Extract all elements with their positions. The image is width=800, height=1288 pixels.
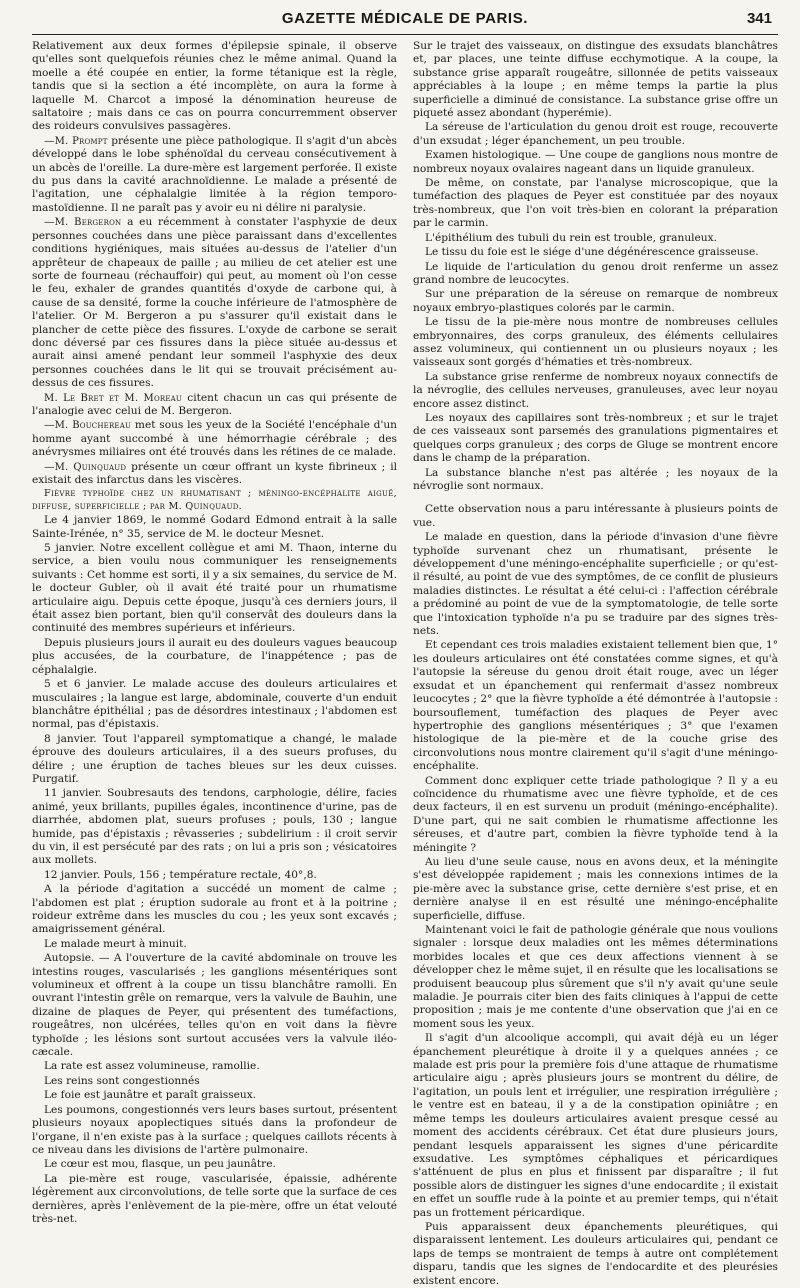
paragraph: La séreuse de l'articulation du genou droit est rouge, recouverte d'un exsudat ; léger épanchement, un peu trouble. [413,121,778,147]
right-column [413,40,779,1287]
left-column [32,40,397,1225]
paragraph: Examen histologique. — Une coupe de ganglions nous montre de nombreux noyaux ovalaires nageant dans un liquide granuleux. [413,149,778,175]
paragraph: —M. Bergeron a eu récemment à constater l'asphyxie de deux personnes couchées dans une pièce paraissant dans d'excellentes conditions hygiéniques, mais situées au-dessus de l'atelier d'un apprêteur de chapeaux de paille ; au milieu de cet atelier est une sorte de fourneau (réchauffoir) qui peut, au moment où l'on cesse le feu, exhaler de grandes quantités d'oxyde de carbone qui, à cause de sa densité, forme la couche inférieure de l'atmosphère de l'atelier. Or M. Bergeron a pu s'assurer qu'il existait dans le plancher de cette pièce des fissures. L'oxyde de carbone se serait donc déversé par ces fissures dans la pièce située au-dessus et aurait ainsi amené pendant leur sommeil l'asphyxie des deux personnes couchées dans le lit qui se trouvait précisément au-dessus de ces fissures. [32,216,397,390]
paragraph: Au lieu d'une seule cause, nous en avons deux, et la méningite s'est développée rapidement ; mais les connexions intimes de la pie-mère avec la substance grise, cette dernière s'est prise, et en dernière analyse il en est résulté une méningo-encéphalite superficielle, diffuse. [413,855,778,922]
journal-title: GAZETTE MÉDICALE DE PARIS. [281,10,529,27]
paragraph: Le 4 janvier 1869, le nommé Godard Edmond entrait à la salle Sainte-Irénée, n° 35, service de M. le docteur Mesnet. [32,514,397,540]
page-header [32,0,778,35]
paragraph: Comment donc expliquer cette triade pathologique ? Il y a eu coïncidence du rhumatisme avec une fièvre typhoïde, et de ces deux facteurs, il en est survenu un produit (méningo-encéphalite). D'une part, qui ne sait combien le rhumatisme affectionne les séreuses, et d'autre part, combien la fièvre typhoïde tend à la méningite ? [413,774,778,854]
paragraph: Le malade meurt à minuit. [44,937,187,950]
paragraph: Maintenant voici le fait de pathologie générale que nous voulions signaler : lorsque deux maladies ont les mêmes déterminations morbides locales et que ces deux affections viennent à se développer chez le même sujet, il en résulte que les localisations se produisent beaucoup plus sûrement que s'il n'y avait qu'une seule maladie. Je pourrais citer bien des faits cliniques à l'appui de cette proposition ; mais je me contente d'une observation que j'ai en ce moment sous les yeux. [413,924,778,1030]
paragraph: Sur le trajet des vaisseaux, on distingue des exsudats blanchâtres et, par places, une teinte diffuse ecchymotique. A la coupe, la substance grise apparaît rougeâtre, sillonnée de petits vaisseaux appréciables à la loupe ; en même temps la partie la plus superficielle a diminué de consistance. La substance grise offre un piqueté assez abondant (hyperémie). [413,40,778,120]
paragraph: La rate est assez volumineuse, ramollie. [44,1060,260,1073]
paragraph: —M. Quinquaud présente un cœur offrant un kyste fibrineux ; il existait des infarctus dans les viscères. [32,460,397,486]
paragraph: Les noyaux des capillaires sont très-nombreux ; et sur le trajet de ces vaisseaux sont parsemés des granulations pigmentaires et quelques corps granuleux ; des corps de Gluge se montrent encore dans le champ de la préparation. [413,411,778,465]
paragraph: Le cœur est mou, flasque, un peu jaunâtre. [44,1158,276,1171]
paragraph: Le liquide de l'articulation du genou droit renferme un assez grand nombre de leucocytes. [413,260,778,286]
paragraph: De même, on constate, par l'analyse microscopique, que la tuméfaction des plaques de Peyer est constituée par des noyaux très-nombreux, que l'on voit très-bien en colorant la préparation par le carmin. [413,177,778,230]
paragraph: Depuis plusieurs jours il aurait eu des douleurs vagues beaucoup plus accusées, de la courbature, de l'inappétence ; pas de céphalalgie. [32,636,397,676]
paragraph: 5 et 6 janvier. Le malade accuse des douleurs articulaires et musculaires ; la langue est large, abdominale, couverte d'un enduit blanchâtre épithélial ; pas de désordres intestinaux ; l'abdomen est normal, pas d'épistaxis. [32,678,397,731]
paragraph: Le foie est jaunâtre et paraît graisseux. [44,1089,257,1102]
paragraph: Le tissu du foie est le siége d'une dégénérescence graisseuse. [425,246,759,259]
section-gap [413,494,778,503]
paragraph: Le tissu de la pie-mère nous montre de nombreuses cellules embryonnaires, des corps granuleux, des éléments cellulaires assez volumineux, qui contiennent un ou plusieurs noyaux ; les vaisseaux sont gorgés d'hématies et très-nombreux. [413,316,778,369]
paragraph: Les reins sont congestionnés [44,1074,200,1087]
paragraph: La pie-mère est rouge, vascularisée, épaissie, adhérente légèrement aux circonvolutions, de telle sorte que la surface de ces dernières, après l'enlèvement de la pie-mère, offre un état velouté très-net. [32,1172,397,1225]
paragraph: Les poumons, congestionnés vers leurs bases surtout, présentent plusieurs noyaux apoplectiques situés dans la profondeur de l'organe, il n'en existe pas à la surface ; quelques caillots récents à ce niveau dans les divisions de l'artère pulmonaire. [32,1103,397,1156]
paragraph: L'épithélium des tubuli du rein est trouble, granuleux. [425,231,717,244]
paragraph: 11 janvier. Soubresauts des tendons, carphologie, délire, facies animé, yeux brillants, pupilles égales, incontinence d'urine, pas de diarrhée, abdomen plat, sueurs profuses ; pouls, 130 ; langue humide, pas d'épistaxis ; rêvasseries ; subdelirium : il croit servir du vin, il est persécuté par des rats ; on lui a pris son ; vésicatoires aux mollets. [32,787,397,867]
page-number: 341 [746,10,772,27]
paragraph: A la période d'agitation a succédé un moment de calme ; l'abdomen est plat ; éruption sudorale au front et à la poitrine ; roideur extrême dans les muscles du cou ; les yeux sont excavés ; amaigrissement général. [32,883,397,936]
paragraph: Il s'agit d'un alcoolique accompli, qui avait déjà eu un léger épanchement pleurétique à droite il y a quelques années ; ce malade est pris pour la première fois d'une attaque de rhumatisme articulaire aigu ; après plusieurs jours se montrent du délire, de l'agitation, un pouls lent et irrégulier, une respiration irrégulière ; le ventre est en bateau, il y a de la constipation opiniâtre ; en même temps les douleurs articulaires avaient presque cessé au moment des accidents cérébraux. Cet état dure plusieurs jours, pendant lesquels apparaissent les signes d'une péricardite exsudative. Les symptômes céphaliques et péricardiques s'atténuent de plus en plus et finissent par disparaître ; il fut possible alors de distinguer les signes d'une endocardite ; il existait en effet un souffle rude à la pointe et au premier temps, qui n'était pas un frottement péricardique. [413,1032,778,1219]
paragraph: 8 janvier. Tout l'appareil symptomatique a changé, le malade éprouve des douleurs articulaires, il a des sueurs profuses, du délire ; une éruption de taches bleues sur les deux cuisses. Purgatif. [32,732,397,785]
text-columns [32,40,779,1287]
paragraph: La substance grise renferme de nombreux noyaux connectifs de la névroglie, des cellules nerveuses, granuleuses, avec leur noyau encore assez distinct. [413,370,778,410]
paragraph: 5 janvier. Notre excellent collègue et ami M. Thaon, interne du service, a bien voulu nous communiquer les renseignements suivants : Cet homme est sorti, il y a six semaines, du service de M. le docteur Gubler, où il avait été traité pour un rhumatisme articulaire aigu. Depuis cette époque, jusqu'à ces derniers jours, il était assez bien portant, bien qu'il conservât des douleurs dans la continuité des membres supérieurs et inférieurs. [32,542,397,635]
paragraph: Et cependant ces trois maladies existaient tellement bien que, 1° les douleurs articulaires ont été constatées comme signes, et qu'à l'autopsie la séreuse du genou droit était rouge, avec un léger exsudat et un épanchement qui renfermait d'assez nombreux leucocytes ; 2° que la fièvre typhoïde a été démontrée à l'autopsie : boursouflement, tuméfaction des plaques de Peyer avec hypertrophie des ganglions mésentériques ; 3° que l'examen histologique de la pie-mère et de la couche grise des circonvolutions nous montre clairement qu'il s'agit d'une méningo-encéphalite. [413,639,778,773]
paragraph: Sur une préparation de la séreuse on remarque de nombreux noyaux embryo-plastiques colorés par le carmin. [413,288,778,314]
paragraph: Le malade en question, dans la période d'invasion d'une fièvre typhoïde survenant chez un rhumatisant, présente le développement d'une méningo-encéphalite superficielle ; or qu'est-il résulté, au point de vue des symptômes, de ce conflit de plusieurs maladies distinctes. Le résultat a été celui-ci : l'affection cérébrale a prédominé au point de vue de la symptomatologie, de telle sorte que l'intoxication typhoïde n'a pu se traduire par des signes très-nets. [413,531,779,638]
paragraph: Puis apparaissent deux épanchements pleurétiques, qui disparaissent lentement. Les douleurs articulaires qui, pendant ce laps de temps se montraient de temps à autre ont complétement disparu, tandis que les signes de l'endocardite et des pleurésies existent encore. [413,1220,778,1287]
paragraph: —M. Bouchereau met sous les yeux de la Société l'encéphale d'un homme ayant succombé à une hémorrhagie cérébrale ; des anévrysmes miliaires ont été trouvés dans les rétines de ce malade. [32,419,397,459]
paragraph: La substance blanche n'est pas altérée ; les noyaux de la névroglie sont normaux. [413,466,778,492]
paragraph: Cette observation nous a paru intéressante à plusieurs points de vue. [413,503,778,529]
paragraph: Relativement aux deux formes d'épilepsie spinale, il observe qu'elles sont quelquefois réunies chez le même animal. Quand la moelle a été coupée en entier, la forme tétanique est la règle, tandis que si la section a été incomplète, on aura la forme à laquelle M. Charcot a imposé la dénomination heureuse de saltatoire ; mais dans ce cas on pourra concurremment observer des roideurs convulsives passagères. [32,40,397,133]
paragraph: M. Le Bret et M. Moreau citent chacun un cas qui présente de l'analogie avec celui de M. Bergeron. [32,391,397,417]
paragraph: 12 janvier. Pouls, 156 ; température rectale, 40°,8. [44,868,317,881]
paragraph: —M. Prompt présente une pièce pathologique. Il s'agit d'un abcès développé dans le lobe sphénoïdal du cerveau consécutivement à un abcès de l'oreille. La dure-mère est largement perforée. Il existe du pus dans la cavité arachnoïdienne. Le malade a présenté de l'agitation, une céphalalgie limitée à la région temporo-mastoïdienne. Il ne paraît pas y avoir eu ni délire ni paralysie. [32,134,397,214]
paragraph: Autopsie. — A l'ouverture de la cavité abdominale on trouve les intestins rouges, vascularisés ; les ganglions mésentériques sont volumineux et offrent à la coupe un tissu blanchâtre ramolli. En ouvrant l'intestin grêle on remarque, vers la valvule de Bauhin, une dizaine de plaques de Peyer, qui présentent des tuméfactions, rougeâtres, non ulcérées, telles qu'on en voit dans la fièvre typhoïde ; les lésions sont surtout accusées vers la valvule iléo-cæcale. [32,952,397,1059]
case-title: Fièvre typhoïde chez un rhumatisant ; méningo-encéphalite aiguë, diffuse, superficielle ; par M. Quinquaud. [32,488,397,512]
